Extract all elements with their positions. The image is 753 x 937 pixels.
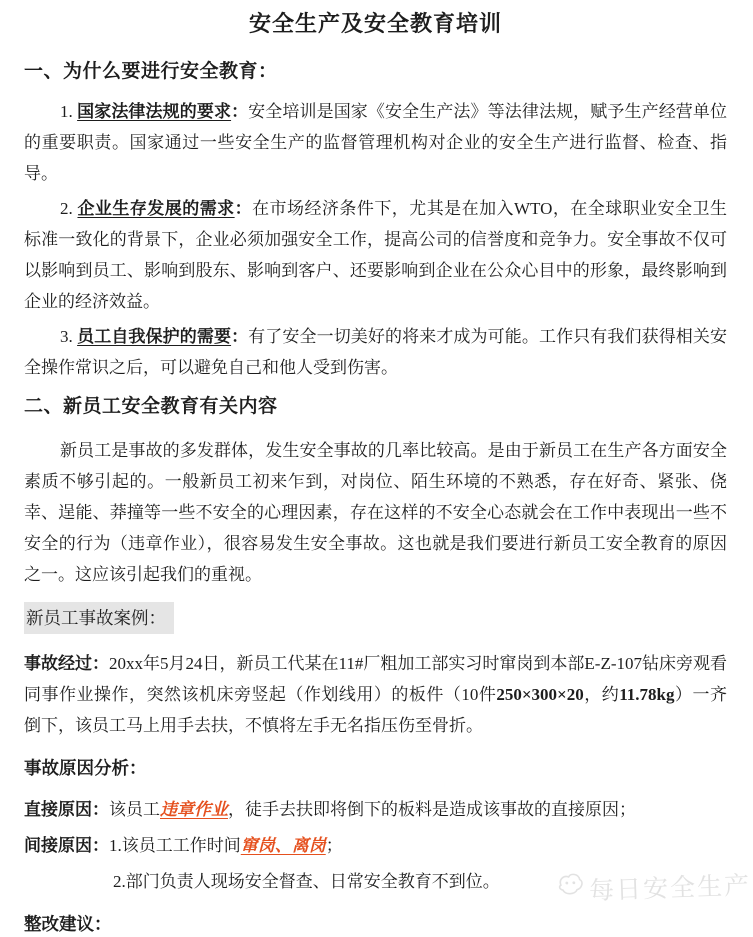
- incident-label: 事故经过：: [24, 654, 110, 673]
- violation-phrase: 违章作业: [160, 800, 228, 819]
- paragraph-body: 安全培训是国家《安全生产法》等法律法规，赋予生产经营单位的重要职责。国家通过一些安全生产的监督管理机构对企业的安全生产进行监督、检查、指导。: [24, 102, 728, 183]
- page-title: 安全生产及安全教育培训: [248, 11, 502, 36]
- incident-text-pre: 20xx年5月24日，新员工代某在11#厂粗加工部实习时窜岗到本部: [109, 654, 585, 673]
- machine-code: E-Z-107: [584, 654, 643, 673]
- case-label-row: [24, 602, 727, 635]
- list-number: 2.: [60, 199, 78, 218]
- incident-text-post: ）一齐倒下，该员工马上用手去扶，不慎将左手无名指压伤至骨折。: [24, 685, 728, 735]
- indirect-cause-1-post: ；: [325, 836, 343, 855]
- term-colon: ：: [231, 327, 249, 346]
- paragraph-enterprise-development: [24, 193, 727, 317]
- term-colon: ：: [231, 102, 249, 121]
- list-number: 3.: [60, 327, 78, 346]
- paragraph-indirect-cause-2: 2.部门负责人现场安全督查、日常安全教育不到位。: [113, 872, 500, 891]
- direct-cause-post: ，徒手去扶即将倒下的板料是造成该事故的直接原因；: [228, 800, 636, 819]
- indirect-cause-label: 间接原因：: [24, 836, 109, 855]
- section-heading-new-employee-education: 二、新员工安全教育有关内容: [24, 396, 278, 417]
- section-heading-why-safety-education: 一、为什么要进行安全教育：: [24, 61, 278, 82]
- watermark-text: 每日安全生产: [588, 871, 752, 905]
- list-number: 1.: [60, 102, 78, 121]
- plate-dimensions: 250×300×20: [496, 685, 584, 704]
- term-colon: ：: [234, 199, 253, 218]
- incident-text-mid2: ，约: [583, 685, 620, 704]
- paragraph-incident: [24, 648, 727, 741]
- watermark: [554, 865, 751, 909]
- paragraph-body: 在市场经济条件下，尤其是在加入WTO，在全球职业安全卫生标准一致化的背景下，企业必须加强安全工作，提高公司的信誉度和竞争力。安全事故不仅可以影响到员工、影响到股东、影响到客户、还要影响到企业在公众心目中的形象，最终影响到企业的经济效益。: [24, 199, 728, 311]
- paragraph-self-protection: [24, 321, 727, 383]
- case-label-highlight: 新员工事故案例：: [24, 602, 174, 634]
- paragraph-direct-cause: [24, 794, 727, 825]
- paragraph-new-employee-intro: 新员工是事故的多发群体，发生安全事故的几率比较高。是由于新员工在生产各方面安全素质不够引起的。一般新员工初来乍到，对岗位、陌生环境的不熟悉，存在好奇、紧张、侥幸、逞能、莽撞等一些不安全的心理因素，存在这样的不安全心态就会在工作中表现出一些不安全的行为（违章作业），很容易发生安全事故。这也就是我们要进行新员工安全教育的原因之一。这应该引起我们的重视。: [24, 441, 727, 584]
- term-enterprise-development: 企业生存发展的需求: [77, 199, 235, 218]
- plate-weight: 11.78kg: [619, 685, 675, 704]
- term-self-protection: 员工自我保护的需要: [77, 327, 232, 346]
- term-national-laws: 国家法律法规的要求: [77, 102, 232, 121]
- paragraph-indirect-cause-1: [24, 830, 727, 861]
- indirect-cause-1-pre: 1.该员工工作时间: [109, 836, 241, 855]
- direct-cause-pre: 该员工: [109, 800, 160, 819]
- daily-safety-logo-icon: [554, 870, 585, 908]
- heading-rectification-suggestions: 整改建议：: [24, 914, 112, 934]
- leaving-post-phrase: 窜岗、离岗: [240, 836, 326, 855]
- paragraph-body: 有了安全一切美好的将来才成为可能。工作只有我们获得相关安全操作常识之后，可以避免自己和他人受到伤害。: [24, 327, 728, 377]
- incident-text-mid: 钻床旁观看同事作业操作，突然该机床旁竖起（作划线用）的板件（10件: [24, 654, 728, 704]
- paragraph-national-laws: [24, 96, 727, 189]
- heading-cause-analysis: 事故原因分析：: [24, 758, 147, 778]
- direct-cause-label: 直接原因：: [24, 800, 109, 819]
